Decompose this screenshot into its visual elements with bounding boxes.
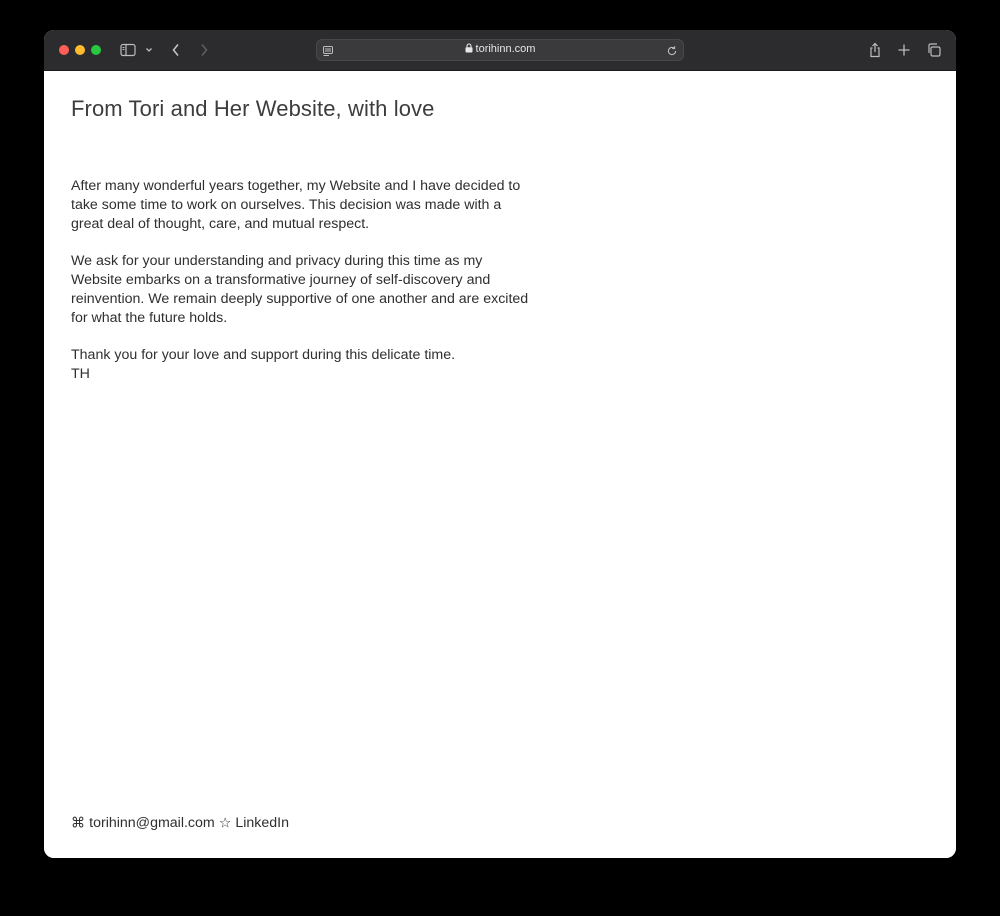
signature: TH [71, 365, 90, 382]
url-field[interactable] [317, 43, 683, 56]
tab-overview-icon[interactable] [926, 40, 942, 60]
share-icon[interactable] [868, 40, 882, 60]
email-link[interactable]: torihinn@gmail.com [89, 815, 215, 831]
traffic-close-icon[interactable] [59, 45, 69, 55]
star-icon: ☆ [218, 815, 232, 832]
traffic-maximize-icon[interactable] [91, 45, 101, 55]
linkedin-link[interactable]: LinkedIn [235, 815, 290, 831]
letter-body [71, 177, 531, 384]
url-text: torihinn.com [475, 43, 536, 55]
footer [71, 815, 289, 831]
lock-icon [465, 43, 473, 56]
paragraph-2: We ask for your understanding and privacy during this time as my Website embarks on a transformative journey of self-discovery and reinvention. We remain deeply supportive of one another and are excited for what the future holds. [71, 253, 529, 326]
browser-window [44, 30, 956, 858]
address-bar[interactable] [316, 39, 684, 61]
reload-icon[interactable] [666, 44, 678, 62]
browser-toolbar [44, 30, 956, 71]
page-title: From Tori and Her Website, with love [71, 96, 435, 121]
chevron-right-icon[interactable] [198, 40, 210, 60]
traffic-minimize-icon[interactable] [75, 45, 85, 55]
plus-icon[interactable] [897, 40, 911, 60]
page-content [44, 71, 956, 858]
sidebar-icon[interactable] [120, 40, 136, 60]
command-icon: ⌘ [71, 815, 86, 832]
closing-line: Thank you for your love and support during this delicate time. [71, 347, 456, 364]
chevron-down-icon[interactable] [144, 40, 154, 60]
chevron-left-icon[interactable] [170, 40, 182, 60]
paragraph-1: After many wonderful years together, my Website and I have decided to take some time to work on ourselves. This decision was made with a great deal of thought, care, and mutual respect. [71, 178, 521, 232]
